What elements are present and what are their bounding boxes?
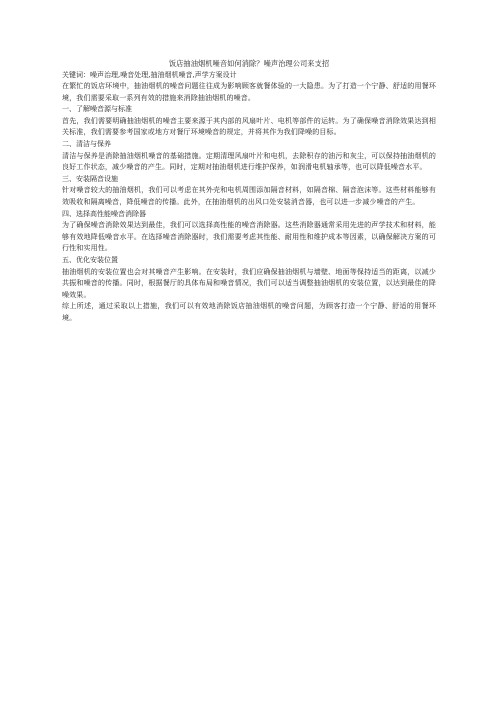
section-heading-4: 四、选择高性能噪音消除器 bbox=[62, 209, 146, 218]
section-heading-2: 二、清洁与保养 bbox=[62, 139, 111, 148]
section-heading-3: 三、安装隔音设施 bbox=[62, 174, 118, 183]
section-body-4: 为了确保噪音消除效果达到最佳，我们可以选择高性能的噪音消除器。这些消除器通常采用先进的声学技术和材料，能够有效地降低噪音水平。在选择噪音消除器时，我们需要考虑其性能、耐用性和维护成本等因素，以确保解决方案的可行性和实用性。 bbox=[62, 221, 436, 253]
section-heading-1: 一、了解噪音源与标准 bbox=[62, 105, 132, 114]
keywords-line: 关键词：噪声治理,噪音处理,抽油烟机噪音,声学方案设计 bbox=[62, 71, 237, 79]
section-body-5: 抽油烟机的安装位置也会对其噪音产生影响。在安装时，我们应确保抽油烟机与墙壁、地面等保持适当的距离，以减少共振和噪音的传播。同时，根据餐厅的具体布局和噪音情况，我们可以适当调整抽油烟机的安装位置，以达到最佳的降噪效果。 bbox=[62, 267, 436, 299]
section-body-3: 针对噪音较大的抽油烟机，我们可以考虑在其外壳和电机周围添加隔音材料，如隔音棉、隔音泡沫等。这些材料能够有效吸收和隔离噪音，降低噪音的传播。此外，在抽油烟机的出风口处安装消音器，也可以进一步减少噪音的产生。 bbox=[62, 186, 436, 206]
intro-paragraph: 在繁忙的饭店环境中，抽油烟机的噪音问题往往成为影响顾客就餐体验的一大隐患。为了打造一个宁静、舒适的用餐环境，我们需要采取一系列有效的措施来消除抽油烟机的噪音。 bbox=[62, 82, 436, 102]
document-title: 饭店抽油烟机噪音如何消除？噪声治理公司来支招 bbox=[168, 59, 330, 68]
document-page bbox=[62, 58, 436, 324]
conclusion-paragraph: 综上所述，通过采取以上措施，我们可以有效地消除饭店抽油烟机的噪音问题，为顾客打造一个宁静、舒适的用餐环境。 bbox=[62, 302, 436, 322]
section-body-1: 首先，我们需要明确抽油烟机的噪音主要来源于其内部的风扇叶片、电机等部件的运转。为了确保噪音消除效果达到相关标准，我们需要参考国家或地方对餐厅环境噪音的规定，并将其作为我们降噪的目标。 bbox=[62, 116, 436, 137]
section-heading-5: 五、优化安装位置 bbox=[62, 255, 118, 264]
section-body-2: 清洁与保养是消除抽油烟机噪音的基础措施。定期清理风扇叶片和电机，去除积存的油污和灰尘，可以保持抽油烟机的良好工作状态，减少噪音的产生。同时，定期对抽油烟机进行维护保养，如润滑电机轴承等，也可以降低噪音水平。 bbox=[62, 151, 436, 172]
